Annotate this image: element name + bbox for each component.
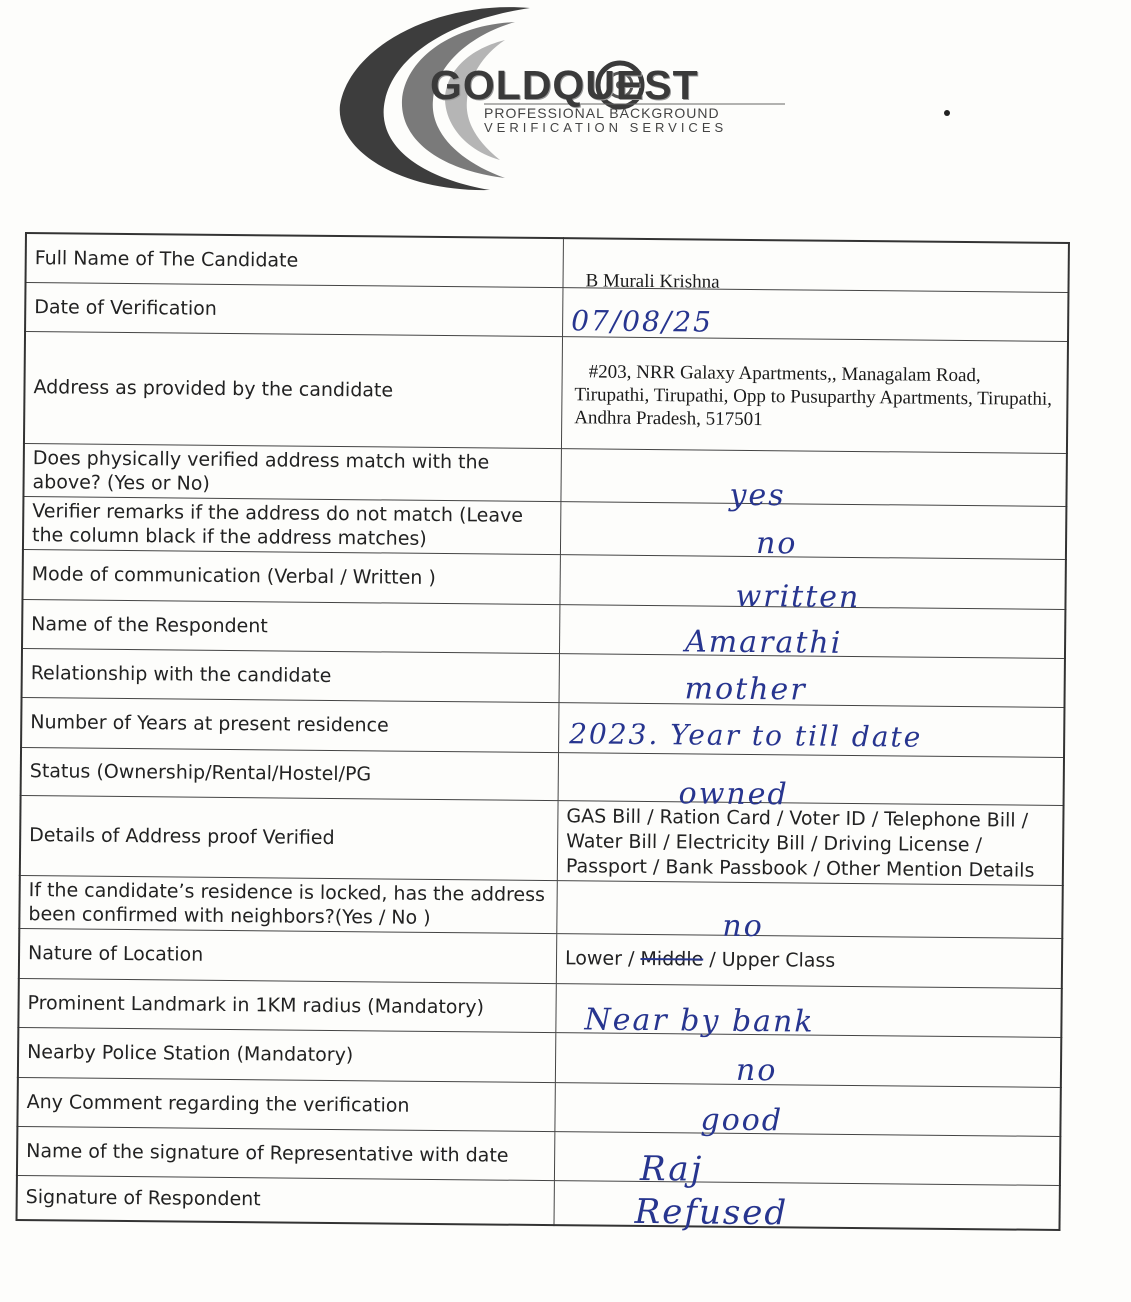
- row-label: If the candidate’s residence is locked, has the address been confirmed with neighbors?(Yes / No ): [19, 875, 557, 933]
- row-label: Does physically verified address match with the above? (Yes or No): [23, 443, 561, 501]
- handwritten-comment-value: good: [700, 1102, 784, 1138]
- row-value-cell: [561, 336, 1068, 453]
- location-middle-option-selected: Middle: [640, 947, 704, 971]
- row-value-cell: [563, 287, 1069, 341]
- row-value-cell: [559, 702, 1065, 757]
- handwritten-status-value: owned: [678, 775, 789, 812]
- address-proof-options: GAS Bill / Ration Card / Voter ID / Telephone Bill / Water Bill / Electricity Bill / Driving License / Passport / Bank Passbook / Other Mention Details: [565, 804, 1035, 882]
- row-label: Nearby Police Station (Mandatory): [18, 1027, 556, 1082]
- row-value-cell: [557, 880, 1063, 944]
- row-value-cell: [561, 448, 1067, 513]
- row-value-cell: [556, 983, 1062, 1040]
- location-upper-option: / Upper Class: [703, 948, 836, 972]
- logo-tagline-1: PROFESSIONAL BACKGROUND: [484, 105, 720, 121]
- representative-signature: Raj: [639, 1148, 704, 1190]
- row-value-cell: [560, 554, 1066, 615]
- handwritten-date-value: 07/08/25: [571, 303, 714, 339]
- row-label: Name of the signature of Representative with date: [17, 1126, 555, 1180]
- handwritten-remarks-value: no: [755, 525, 798, 561]
- row-label: Date of Verification: [25, 282, 563, 336]
- row-value-cell: [557, 800, 1063, 885]
- row-label: Signature of Respondent: [17, 1175, 555, 1225]
- address-value: #203, NRR Galaxy Apartments,, Managalam Road, Tirupathi, Tirupathi, Opp to Pusuparthy Apartments, Tirupathi, Andhra Pradesh, 517501: [574, 360, 1053, 430]
- row-value-cell: [554, 1180, 1060, 1233]
- handwritten-police-station-value: no: [735, 1052, 778, 1088]
- handwritten-years-value: 2023. Year to till date: [569, 716, 923, 754]
- row-label: Verifier remarks if the address do not match (Leave the column black if the address matches): [23, 496, 561, 554]
- row-value-cell: [558, 752, 1064, 812]
- row-label: Name of the Respondent: [22, 599, 560, 653]
- verification-form-table: [16, 232, 1070, 1231]
- candidate-name-value: B Murali Krishna: [585, 270, 720, 293]
- respondent-signature: Refused: [634, 1191, 789, 1233]
- row-label: Address as provided by the candidate: [24, 331, 563, 448]
- handwritten-match-value: yes: [729, 477, 786, 513]
- location-lower-option: Lower /: [564, 946, 641, 970]
- row-label: Full Name of The Candidate: [26, 233, 564, 287]
- handwritten-neighbors-value: no: [722, 908, 764, 944]
- handwritten-relationship-value: mother: [684, 670, 807, 708]
- handwritten-landmark-value: Near by bank: [584, 1001, 815, 1040]
- stray-ink-dot: [944, 110, 950, 116]
- row-value-cell: [559, 604, 1065, 661]
- table-row: [24, 331, 1068, 453]
- row-value-cell: [555, 1032, 1061, 1087]
- row-label: Mode of communication (Verbal / Written ): [22, 549, 560, 604]
- row-value-cell: [555, 1082, 1061, 1136]
- row-value-cell: [563, 238, 1069, 292]
- row-value-cell: [560, 501, 1066, 559]
- row-label: Nature of Location: [19, 928, 557, 983]
- row-value-cell: [559, 653, 1065, 707]
- logo-brand-name: GOLDQUEST: [430, 62, 699, 108]
- row-label: Details of Address proof Verified: [20, 795, 558, 880]
- row-value-cell: [556, 933, 1062, 988]
- row-label: Prominent Landmark in 1KM radius (Mandatory): [18, 978, 556, 1032]
- handwritten-respondent-value: Amarathi: [684, 623, 843, 661]
- row-label: Status (Ownership/Rental/Hostel/PG: [21, 747, 559, 800]
- row-label: Number of Years at present residence: [21, 697, 559, 752]
- row-label: Any Comment regarding the verification: [17, 1077, 555, 1131]
- table-row: [20, 795, 1064, 885]
- logo-tagline-2: VERIFICATION SERVICES: [484, 120, 728, 135]
- row-label: Relationship with the candidate: [22, 648, 560, 702]
- table-row: [17, 1175, 1060, 1230]
- row-value-cell: [554, 1131, 1060, 1190]
- handwritten-mode-value: written: [735, 578, 861, 615]
- company-logo: [330, 0, 800, 195]
